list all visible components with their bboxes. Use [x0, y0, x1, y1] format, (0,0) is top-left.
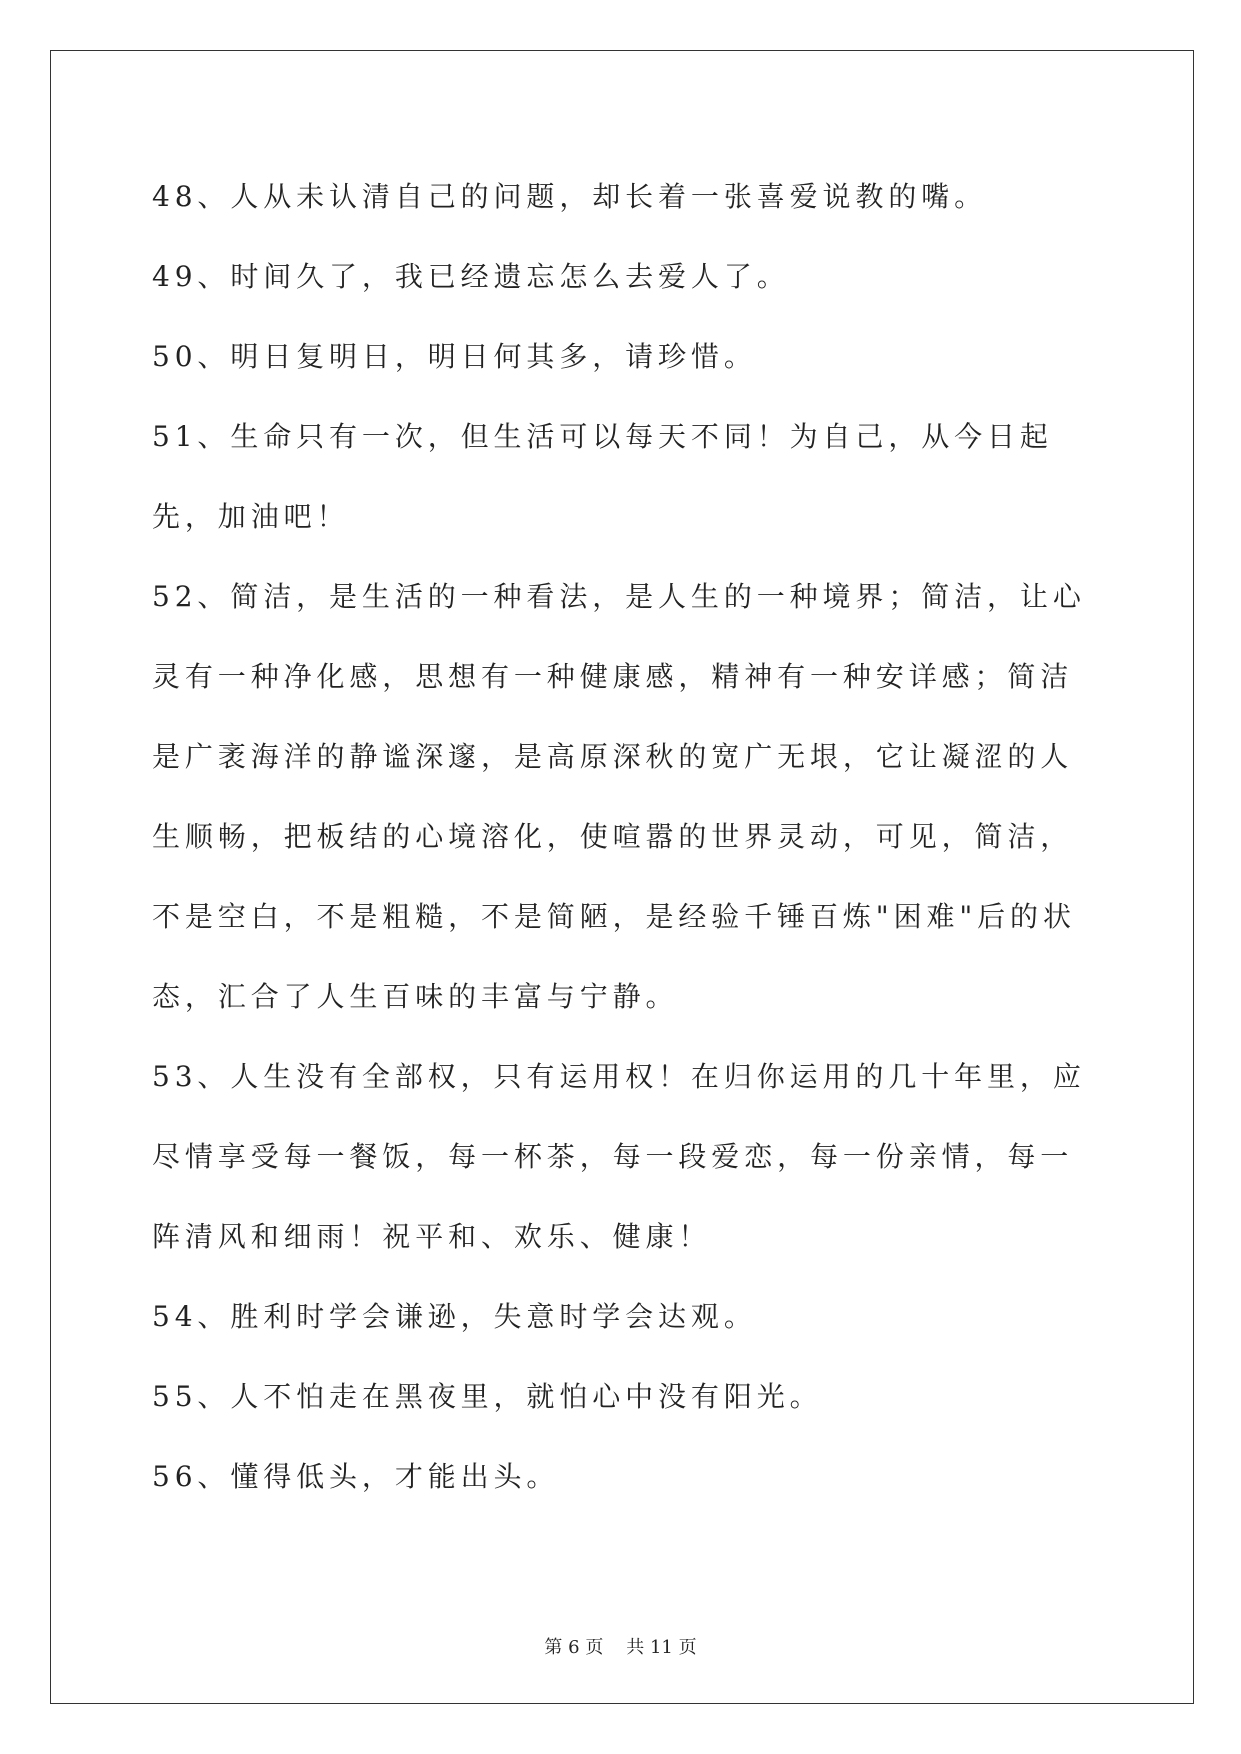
list-item: 54、胜利时学会谦逊，失意时学会达观。	[152, 1300, 757, 1333]
list-item: 53、人生没有全部权，只有运用权！在归你运用的几十年里，应尽情享受每一餐饭，每一杯茶，每一段爱恋，每一份亲情，每一阵清风和细雨！祝平和、欢乐、健康！	[152, 1060, 1086, 1253]
document-body	[152, 157, 1092, 1517]
total-pages-label: 共 11 页	[626, 1637, 697, 1658]
page-footer	[0, 1636, 1241, 1660]
list-item: 49、时间久了，我已经遗忘怎么去爱人了。	[152, 260, 790, 293]
list-item: 56、懂得低头，才能出头。	[152, 1460, 560, 1493]
list-item: 55、人不怕走在黑夜里，就怕心中没有阳光。	[152, 1380, 823, 1413]
list-item: 52、简洁，是生活的一种看法，是人生的一种境界；简洁，让心灵有一种净化感，思想有一种健康感，精神有一种安详感；简洁是广袤海洋的静谧深邃，是高原深秋的宽广无垠，它让凝涩的人生顺畅，把板结的心境溶化，使喧嚣的世界灵动，可见，简洁，不是空白，不是粗糙，不是简陋，是经验千锤百炼"困难"后的状态，汇合了人生百味的丰富与宁静。	[152, 580, 1086, 1013]
current-page-label: 第 6 页	[544, 1637, 604, 1658]
list-item: 51、生命只有一次，但生活可以每天不同！为自己，从今日起先，加油吧！	[152, 420, 1053, 533]
list-item: 48、人从未认清自己的问题，却长着一张喜爱说教的嘴。	[152, 180, 988, 213]
list-item: 50、明日复明日，明日何其多，请珍惜。	[152, 340, 757, 373]
